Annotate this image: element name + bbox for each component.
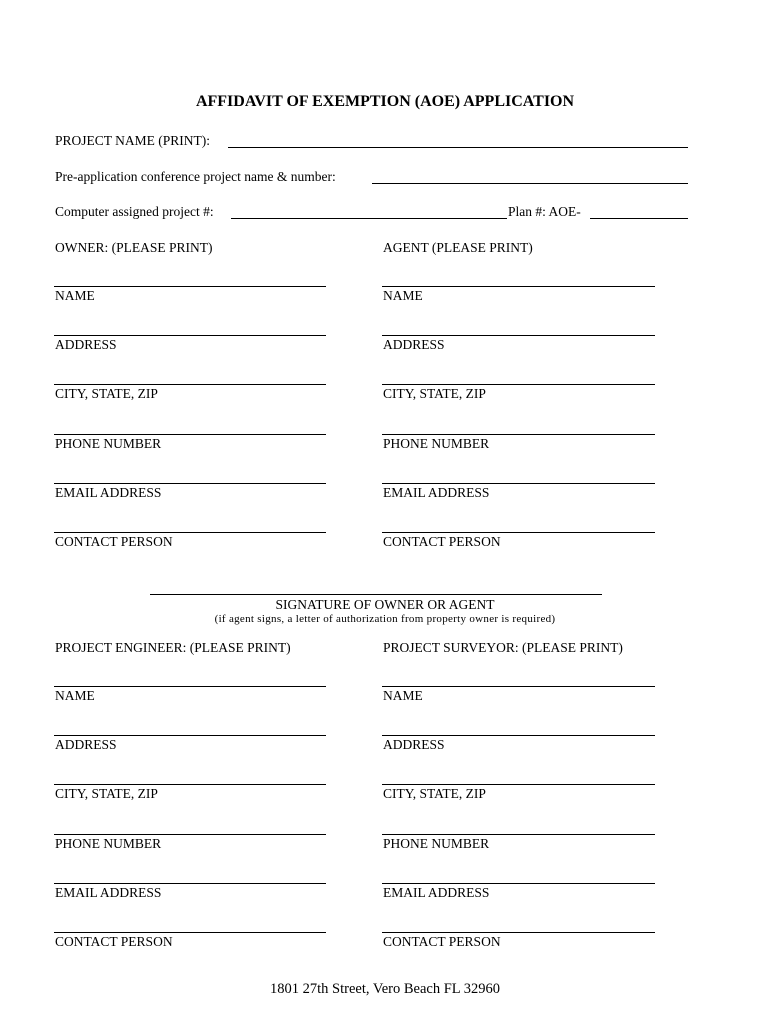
surveyor-name-label: NAME	[383, 688, 423, 703]
agent-city-state-zip-field[interactable]	[382, 384, 655, 385]
agent-contact-person-label: CONTACT PERSON	[383, 534, 501, 549]
agent-name-field[interactable]	[382, 286, 655, 287]
plan-label: Plan #: AOE-	[508, 204, 581, 219]
agent-contact-person-field[interactable]	[382, 532, 655, 533]
agent-email-address-field[interactable]	[382, 483, 655, 484]
engineer-header: PROJECT ENGINEER: (PLEASE PRINT)	[55, 640, 291, 655]
engineer-email-address-label: EMAIL ADDRESS	[55, 885, 162, 900]
surveyor-header: PROJECT SURVEYOR: (PLEASE PRINT)	[383, 640, 623, 655]
surveyor-contact-person-label: CONTACT PERSON	[383, 934, 501, 949]
owner-header: OWNER: (PLEASE PRINT)	[55, 240, 213, 255]
plan-field[interactable]	[590, 218, 688, 219]
preapp-field[interactable]	[372, 183, 688, 184]
engineer-city-state-zip-field[interactable]	[54, 784, 326, 785]
agent-phone-number-field[interactable]	[382, 434, 655, 435]
project-name-label: PROJECT NAME (PRINT):	[55, 133, 211, 148]
signature-label: SIGNATURE OF OWNER OR AGENT	[275, 597, 495, 612]
surveyor-address-label: ADDRESS	[383, 737, 445, 752]
computer-project-field[interactable]	[231, 218, 507, 219]
form-title: AFFIDAVIT OF EXEMPTION (AOE) APPLICATION	[195, 93, 575, 110]
engineer-contact-person-label: CONTACT PERSON	[55, 934, 173, 949]
surveyor-email-address-field[interactable]	[382, 883, 655, 884]
agent-email-address-label: EMAIL ADDRESS	[383, 485, 490, 500]
agent-name-label: NAME	[383, 288, 423, 303]
owner-address-label: ADDRESS	[55, 337, 117, 352]
surveyor-city-state-zip-label: CITY, STATE, ZIP	[383, 786, 486, 801]
owner-email-address-label: EMAIL ADDRESS	[55, 485, 162, 500]
owner-contact-person-label: CONTACT PERSON	[55, 534, 173, 549]
owner-address-field[interactable]	[54, 335, 326, 336]
engineer-address-label: ADDRESS	[55, 737, 117, 752]
agent-header: AGENT (PLEASE PRINT)	[383, 240, 533, 255]
owner-email-address-field[interactable]	[54, 483, 326, 484]
agent-phone-number-label: PHONE NUMBER	[383, 436, 490, 451]
footer-address: 1801 27th Street, Vero Beach FL 32960	[270, 981, 500, 997]
owner-name-label: NAME	[55, 288, 95, 303]
engineer-email-address-field[interactable]	[54, 883, 326, 884]
computer-project-label: Computer assigned project #:	[55, 204, 214, 219]
engineer-city-state-zip-label: CITY, STATE, ZIP	[55, 786, 158, 801]
engineer-contact-person-field[interactable]	[54, 932, 326, 933]
owner-city-state-zip-field[interactable]	[54, 384, 326, 385]
agent-address-label: ADDRESS	[383, 337, 445, 352]
engineer-name-field[interactable]	[54, 686, 326, 687]
owner-name-field[interactable]	[54, 286, 326, 287]
engineer-phone-number-field[interactable]	[54, 834, 326, 835]
surveyor-contact-person-field[interactable]	[382, 932, 655, 933]
signature-line[interactable]	[150, 594, 602, 595]
agent-city-state-zip-label: CITY, STATE, ZIP	[383, 386, 486, 401]
preapp-label: Pre-application conference project name & number:	[55, 169, 336, 184]
surveyor-city-state-zip-field[interactable]	[382, 784, 655, 785]
owner-phone-number-label: PHONE NUMBER	[55, 436, 162, 451]
engineer-name-label: NAME	[55, 688, 95, 703]
owner-city-state-zip-label: CITY, STATE, ZIP	[55, 386, 158, 401]
owner-phone-number-field[interactable]	[54, 434, 326, 435]
signature-note: (if agent signs, a letter of authorization from property owner is required)	[214, 613, 556, 625]
agent-address-field[interactable]	[382, 335, 655, 336]
project-name-field[interactable]	[228, 147, 688, 148]
surveyor-phone-number-label: PHONE NUMBER	[383, 836, 490, 851]
surveyor-name-field[interactable]	[382, 686, 655, 687]
owner-contact-person-field[interactable]	[54, 532, 326, 533]
engineer-phone-number-label: PHONE NUMBER	[55, 836, 162, 851]
surveyor-phone-number-field[interactable]	[382, 834, 655, 835]
surveyor-address-field[interactable]	[382, 735, 655, 736]
surveyor-email-address-label: EMAIL ADDRESS	[383, 885, 490, 900]
engineer-address-field[interactable]	[54, 735, 326, 736]
